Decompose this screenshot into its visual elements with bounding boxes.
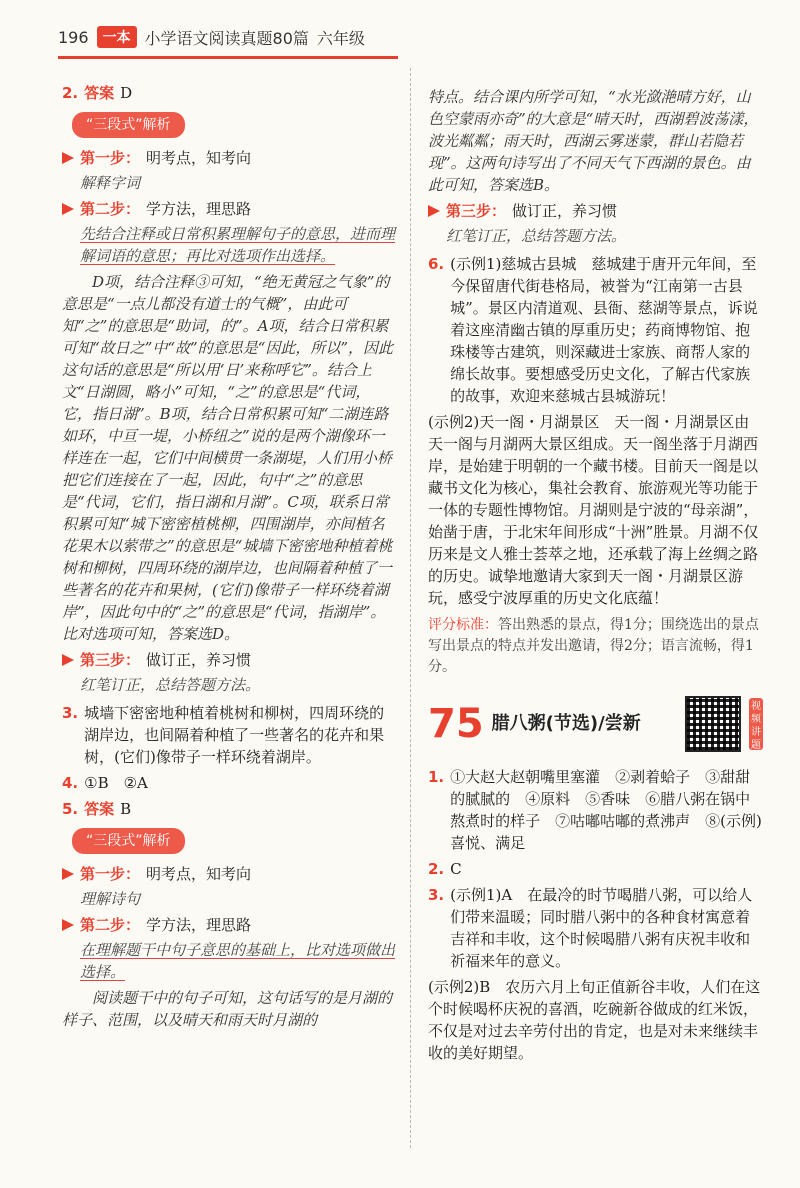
page-header [58, 22, 365, 52]
answer-text: ①大赵大赵朝嘴里塞灌 ②剥着蛤子 ③甜甜的腻腻的 ④原料 ⑤香味 ⑥腊八粥在锅中熬煮时的样子 ⑦咕嘟咕嘟的煮沸声 ⑧(示例)喜悦、满足 [450, 768, 762, 852]
book-title: 小学语文阅读真题80篇 [144, 28, 309, 48]
item-number: 3. [428, 886, 445, 904]
item-number: 6. [428, 255, 445, 273]
step-1 [62, 147, 398, 169]
answer-item-4 [62, 772, 398, 794]
lesson-title: 腊八粥(节选)/尝新 [491, 713, 641, 734]
answer-value: D [120, 84, 133, 102]
step-bullet-icon [428, 205, 440, 217]
step-bullet-icon [62, 152, 74, 164]
brand-logo: 一本 [97, 26, 137, 48]
grade-label: 六年级 [316, 28, 365, 48]
answer-text: 城墙下密密地种植着桃树和柳树，四周环绕的湖岸边，也间隔着种植了一些著名的花卉和果树，(它们)像带子一样环绕着湖岸。 [84, 704, 385, 766]
example-2: (示例2)B 农历六月上旬正值新谷丰收，人们在这个时候喝杯庆祝的喜酒，吃碗新谷做成的红米饭，不仅是对过去辛劳付出的肯定，也是对未来继续丰收的美好期望。 [428, 978, 761, 1062]
lesson-heading [428, 696, 763, 752]
analysis-badge: “三段式”解析 [72, 828, 185, 854]
answer-item-l3 [428, 884, 763, 972]
scoring-label: 评分标准： [428, 617, 498, 633]
step-2 [62, 198, 398, 220]
step-2 [62, 914, 398, 936]
item-number: 3. [62, 704, 79, 722]
step-label: 第一步： [80, 865, 141, 883]
item-number: 4. [62, 774, 79, 792]
page-number: 196 [58, 27, 89, 47]
answer-item-l1 [428, 766, 763, 854]
header-rule [58, 56, 398, 59]
answer-item-6 [428, 253, 763, 407]
step-title: 学方法，理思路 [146, 916, 252, 934]
analysis-paragraph: 阅读题干中的句子可知，这句话写的是月湖的样子、范围，以及晴天和雨天时月湖的 [62, 989, 393, 1029]
item-number: 1. [428, 768, 445, 786]
analysis-paragraph-cont: 特点。结合课内所学可知，“水光潋滟晴方好，山色空蒙雨亦奇”的大意是“晴天时，西湖碧波荡漾，波光粼粼；雨天时，西湖云雾迷蒙，群山若隐若现”。这两句诗写出了不同天气下西湖的景色。由此可知，答案选B。 [428, 88, 759, 194]
left-column [62, 82, 398, 1035]
analysis-badge: “三段式”解析 [72, 112, 185, 138]
example-1: (示例1)慈城古县城 慈城建于唐开元年间，至今保留唐代街巷格局，被誉为“江南第一古县城”。景区内清道观、县衙、慈湖等景点，诉说着这座清幽古镇的厚重历史；药商博物馆、抱珠楼等古建筑，则深藏进士家族、商帮人家的绵长故事。要想感受历史文化，了解古代家族的故事，欢迎来慈城古县城游玩！ [450, 255, 758, 405]
step-1 [62, 863, 398, 885]
answer-value: B [120, 800, 132, 818]
step-bullet-icon [62, 203, 74, 215]
step-note: 解释字词 [80, 174, 141, 192]
step-bullet-icon [62, 654, 74, 666]
example-2: (示例2)天一阁・月湖景区 天一阁・月湖景区由天一阁与月湖两大景区组成。天一阁坐落于月湖西岸，是始建于明朝的一个藏书楼。目前天一阁是以藏书文化为核心，集社会教育、旅游观光等功能于一体的专题性博物馆。月湖则是宁波的“母亲湖”，始凿于唐，于北宋年间形成“十洲”胜景。月湖不仅历来是文人雅士荟萃之地，还承载了海上丝绸之路的历史。诚挚地邀请大家到天一阁・月湖景区游玩，感受宁波厚重的历史文化底蕴！ [428, 413, 759, 607]
step-note-underlined: 先结合注释或日常积累理解句子的意思，进而理解词语的意思；再比对选项作出选择。 [80, 225, 396, 265]
step-note: 红笔订正，总结答题方法。 [80, 676, 261, 694]
step-bullet-icon [62, 868, 74, 880]
example-1: (示例1)A 在最冷的时节喝腊八粥，可以给人们带来温暖；同时腊八粥中的各种食材寓意着吉祥和丰收，这个时候喝腊八粥有庆祝丰收和祈福来年的意义。 [450, 886, 753, 970]
item-number: 2. [428, 860, 445, 878]
item-number: 5. [62, 800, 79, 818]
column-divider [410, 68, 411, 1148]
step-title: 做订正，养习惯 [146, 651, 252, 669]
step-3 [62, 649, 398, 671]
answer-item-5 [62, 798, 398, 820]
qr-code-icon[interactable] [685, 696, 741, 752]
step-label: 第一步： [80, 149, 141, 167]
scoring-text: 答出熟悉的景点，得1分；围绕选出的景点写出景点的特点并发出邀请，得2分；语言流畅，得1分。 [428, 617, 759, 675]
answer-label: 答案 [84, 84, 115, 102]
answer-text: C [450, 860, 462, 878]
step-title: 学方法，理思路 [146, 200, 252, 218]
scoring-criteria [428, 615, 763, 678]
answer-item-3 [62, 702, 398, 768]
step-label: 第三步： [80, 651, 141, 669]
step-title: 明考点，知考向 [146, 865, 252, 883]
step-note: 红笔订正，总结答题方法。 [446, 227, 627, 245]
step-note-underlined: 在理解题干中句子意思的基础上，比对选项做出选择。 [80, 941, 396, 981]
step-title: 明考点，知考向 [146, 149, 252, 167]
analysis-paragraph: D项，结合注释③可知，“绝无黄冠之气象”的意思是“一点儿都没有道士的气概”，由此可知“之”的意思是“助词，的”。A项，结合日常积累可知“故日之”中“故”的意思是“因此，所以”，因此这句话的意思是“所以用‘日’来称呼它”。结合上文“日湖圆，略小”可知，“之”的意思是“代词，它，指日湖”。B项，结合日常积累可知“二湖连路如环，中亘一堤，小桥纽之”说的是两个湖像环一样连在一起，它们中间横贯一条湖堤，人们用小桥把它们连接在了一起，因此，句中“之”的意思是“代词，它们，指日湖和月湖”。C项，联系日常积累可知“城下密密植桃柳，四围湖岸，亦间植名花果木以萦带之”的意思是“城墙下密密地种植着桃树和柳树，四周环绕的湖岸边，也间隔着种植了一些著名的花卉和果树，(它们)像带子一样环绕着湖岸”，因此句中的“之”的意思是“代词，指湖岸”。比对选项可知，答案选D。 [62, 273, 394, 643]
step-label: 第二步： [80, 200, 141, 218]
lesson-number: 75 [428, 701, 484, 747]
answer-item-2 [62, 82, 398, 104]
item-number: 2. [62, 84, 79, 102]
answer-text: ①B ②A [84, 774, 148, 792]
step-label: 第二步： [80, 916, 141, 934]
step-title: 做订正，养习惯 [512, 202, 618, 220]
answer-item-l2 [428, 858, 763, 880]
step-3 [428, 200, 763, 222]
step-note: 理解诗句 [80, 890, 141, 908]
step-label: 第三步： [446, 202, 507, 220]
video-tab[interactable]: 视频讲题 [749, 698, 763, 750]
step-bullet-icon [62, 919, 74, 931]
answer-label: 答案 [84, 800, 115, 818]
right-column [428, 82, 763, 1064]
